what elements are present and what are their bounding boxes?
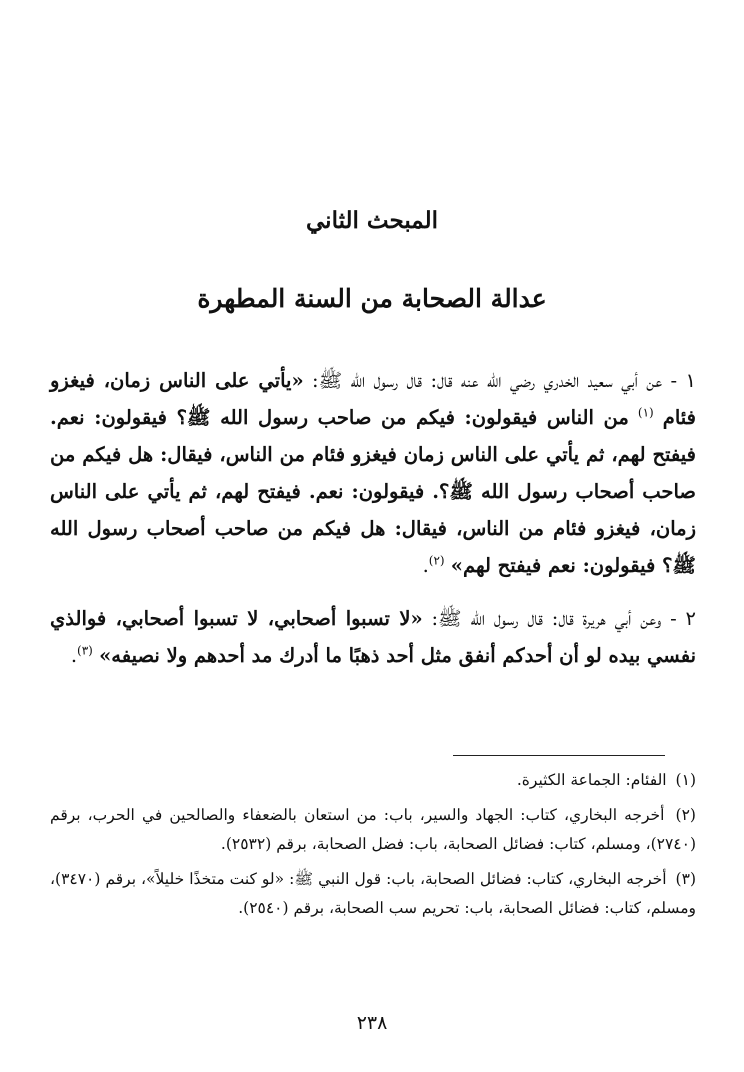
footnote-2: [50, 801, 696, 859]
footnote-3: [50, 865, 696, 923]
footnote-number: (٣): [675, 870, 696, 888]
hadith-paragraph-1: [50, 362, 696, 584]
hadith-number: ١: [685, 369, 697, 392]
footnote-number: (١): [675, 771, 696, 789]
hadith-intro: - عن أبي سعيد الخدري رضي الله عنه قال: قال رسول الله ﷺ:: [312, 369, 678, 392]
sentence-end: .: [422, 554, 429, 577]
footnote-text: الفئام: الجماعة الكثيرة.: [516, 771, 667, 789]
footnote-number: (٢): [675, 806, 696, 824]
page-number: ٢٣٨: [356, 1012, 388, 1034]
footnote-ref-2[interactable]: (٢): [428, 553, 445, 568]
section-title: عدالة الصحابة من السنة المطهرة: [197, 284, 547, 313]
footnotes: [50, 766, 696, 929]
hadith-paragraph-2: [50, 600, 696, 674]
footnote-text: أخرجه البخاري، كتاب: الجهاد والسير، باب: من استعان بالضعفاء والصالحين في الحرب، برقم (٢٧٤٠)، ومسلم، كتاب: فضائل الصحابة، باب: فضل الصحابة، برقم (٢٥٣٢).: [50, 806, 696, 853]
hadith-text-continued: من الناس فيقولون: فيكم من صاحب رسول الله ﷺ؟ فيقولون: نعم. فيفتح لهم، ثم يأتي على الناس زمان فيغزو فئام من الناس، فيقال: هل فيكم من صاحب أصحاب رسول الله ﷺ؟. فيقولون: نعم. فيفتح لهم، ثم يأتي على الناس زمان، فيغزو فئام من الناس، فيقال: هل فيكم من صاحب أصحاب رسول الله ﷺ؟ فيقولون: نعم فيفتح لهم»: [50, 406, 696, 577]
hadith-text: «لا تسبوا أصحابي، لا تسبوا أصحابي، فوالذي نفسي بيده لو أن أحدكم أنفق مثل أحد ذهبًا ما أدرك مد أحدهم ولا نصيفه»: [50, 607, 696, 667]
footnote-1: [50, 766, 696, 795]
hadith-intro: - وعن أبي هريرة قال: قال رسول الله ﷺ:: [431, 607, 677, 630]
sentence-end: .: [70, 644, 78, 667]
footnote-text: أخرجه البخاري، كتاب: فضائل الصحابة، باب: قول النبي ﷺ: «لو كنت متخذًا خليلاً»، برقم (٣٤٧٠)، ومسلم، كتاب: فضائل الصحابة، باب: تحريم سب الصحابة، برقم (٢٥٤٠).: [50, 870, 696, 917]
footnote-ref-1[interactable]: (١): [637, 405, 654, 420]
hadith-number: ٢: [685, 607, 696, 630]
chapter-heading: المبحث الثاني: [306, 207, 438, 234]
footnote-ref-3[interactable]: (٣): [77, 643, 93, 658]
footnote-separator: [453, 755, 665, 756]
hadith-text: «يأتي على الناس زمان، فيغزو فئام: [50, 369, 696, 429]
